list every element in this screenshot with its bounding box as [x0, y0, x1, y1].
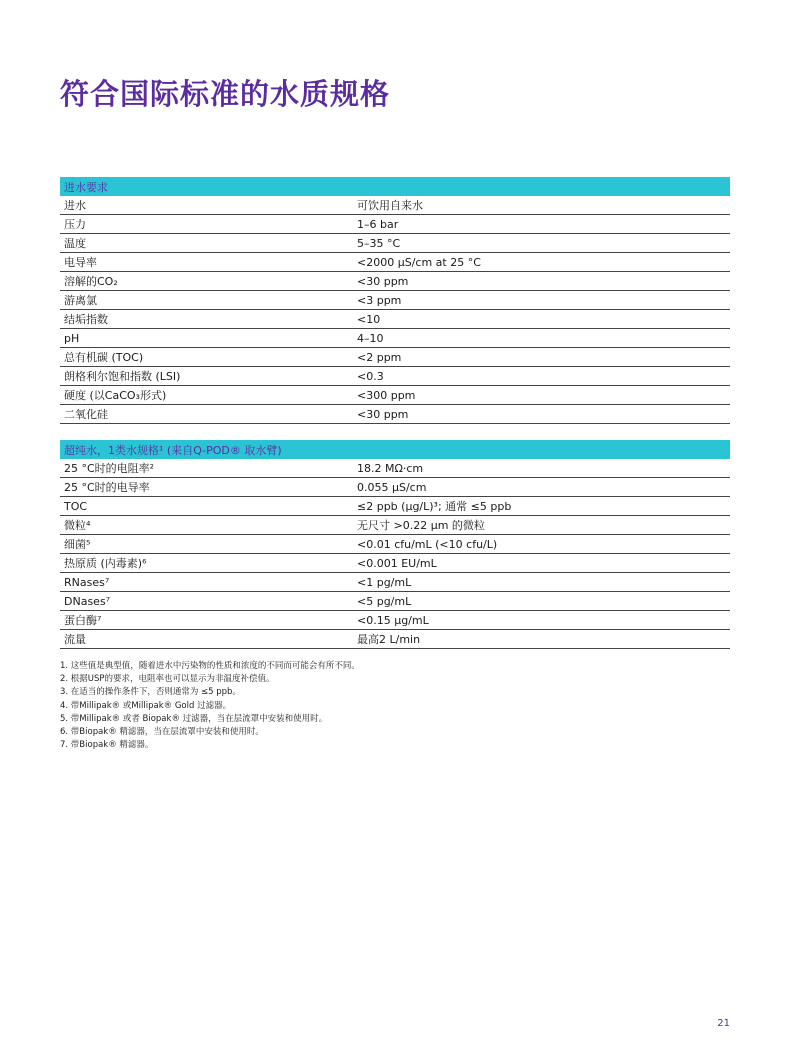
row-label: 硬度 (以CaCO₃形式) [60, 386, 352, 405]
row-value: 1–6 bar [352, 215, 730, 234]
table-row [60, 196, 730, 215]
page-number: 21 [717, 1018, 730, 1029]
table-row [60, 234, 730, 253]
table-row [60, 348, 730, 367]
table-row [60, 573, 730, 592]
footnote: 5. 带Millipak® 或者 Biopak® 过滤器，当在层流罩中安装和使用时。 [60, 713, 328, 724]
table-row [60, 367, 730, 386]
row-value: <10 [352, 310, 730, 329]
row-label: 25 °C时的电导率 [60, 478, 352, 497]
row-label: RNases⁷ [60, 573, 352, 592]
row-label: 总有机碳 (TOC) [60, 348, 352, 367]
row-value: 无尺寸 >0.22 µm 的微粒 [352, 516, 730, 535]
table-header: 进水要求 [60, 177, 730, 196]
table-row [60, 310, 730, 329]
table-row [60, 592, 730, 611]
row-value: <2000 µS/cm at 25 °C [352, 253, 730, 272]
footnote: 2. 根据USP的要求，电阻率也可以显示为非温度补偿值。 [60, 674, 275, 685]
row-label: 温度 [60, 234, 352, 253]
row-value: ≤2 ppb (µg/L)³; 通常 ≤5 ppb [352, 497, 730, 516]
row-value: <5 pg/mL [352, 592, 730, 611]
row-value: <0.001 EU/mL [352, 554, 730, 573]
table-row [60, 497, 730, 516]
row-label: 结垢指数 [60, 310, 352, 329]
ultrapure-water-spec-table [60, 440, 730, 649]
row-value: <300 ppm [352, 386, 730, 405]
row-value: 18.2 MΩ·cm [352, 459, 730, 478]
row-label: 进水 [60, 196, 352, 215]
table-row [60, 516, 730, 535]
footnote: 7. 带Biopak® 精滤器。 [60, 740, 154, 751]
row-label: pH [60, 329, 352, 348]
row-value: 最高2 L/min [352, 630, 730, 649]
page-title: 符合国际标准的水质规格 [60, 77, 391, 111]
row-label: 蛋白酶⁷ [60, 611, 352, 630]
row-value: <0.3 [352, 367, 730, 386]
table-row [60, 405, 730, 424]
row-value: <30 ppm [352, 405, 730, 424]
row-value: <3 ppm [352, 291, 730, 310]
table-row [60, 291, 730, 310]
table-row [60, 459, 730, 478]
table-row [60, 386, 730, 405]
table-row [60, 611, 730, 630]
row-label: 朗格利尔饱和指数 (LSI) [60, 367, 352, 386]
row-label: 溶解的CO₂ [60, 272, 352, 291]
table-row [60, 329, 730, 348]
row-value: <0.01 cfu/mL (<10 cfu/L) [352, 535, 730, 554]
row-value: <1 pg/mL [352, 573, 730, 592]
row-value: 4–10 [352, 329, 730, 348]
footnote: 6. 带Biopak® 精滤器，当在层流罩中安装和使用时。 [60, 727, 264, 738]
row-value: 可饮用自来水 [352, 196, 730, 215]
row-label: 25 °C时的电阻率² [60, 459, 352, 478]
footnote: 4. 带Millipak® 或Millipak® Gold 过滤器。 [60, 700, 232, 711]
row-label: 电导率 [60, 253, 352, 272]
table-row [60, 535, 730, 554]
table-row [60, 554, 730, 573]
table-row [60, 253, 730, 272]
table-row [60, 630, 730, 649]
row-value: 0.055 µS/cm [352, 478, 730, 497]
row-value: 5–35 °C [352, 234, 730, 253]
table-row [60, 478, 730, 497]
row-label: 微粒⁴ [60, 516, 352, 535]
table-header: 超纯水，1类水规格¹ (来自Q-POD® 取水臂) [60, 440, 730, 459]
table-row [60, 215, 730, 234]
row-label: TOC [60, 497, 352, 516]
feed-water-requirements-table [60, 177, 730, 424]
row-label: 热原质 (内毒素)⁶ [60, 554, 352, 573]
row-value: <2 ppm [352, 348, 730, 367]
row-label: 游离氯 [60, 291, 352, 310]
row-label: 细菌⁵ [60, 535, 352, 554]
row-label: 压力 [60, 215, 352, 234]
row-label: 二氧化硅 [60, 405, 352, 424]
row-label: 流量 [60, 630, 352, 649]
row-value: <0.15 µg/mL [352, 611, 730, 630]
table-row [60, 272, 730, 291]
footnote: 1. 这些值是典型值，随着进水中污染物的性质和浓度的不同而可能会有所不同。 [60, 661, 360, 671]
footnotes [60, 660, 360, 752]
footnote: 3. 在适当的操作条件下，否则通常为 ≤5 ppb。 [60, 687, 241, 698]
row-label: DNases⁷ [60, 592, 352, 611]
row-value: <30 ppm [352, 272, 730, 291]
